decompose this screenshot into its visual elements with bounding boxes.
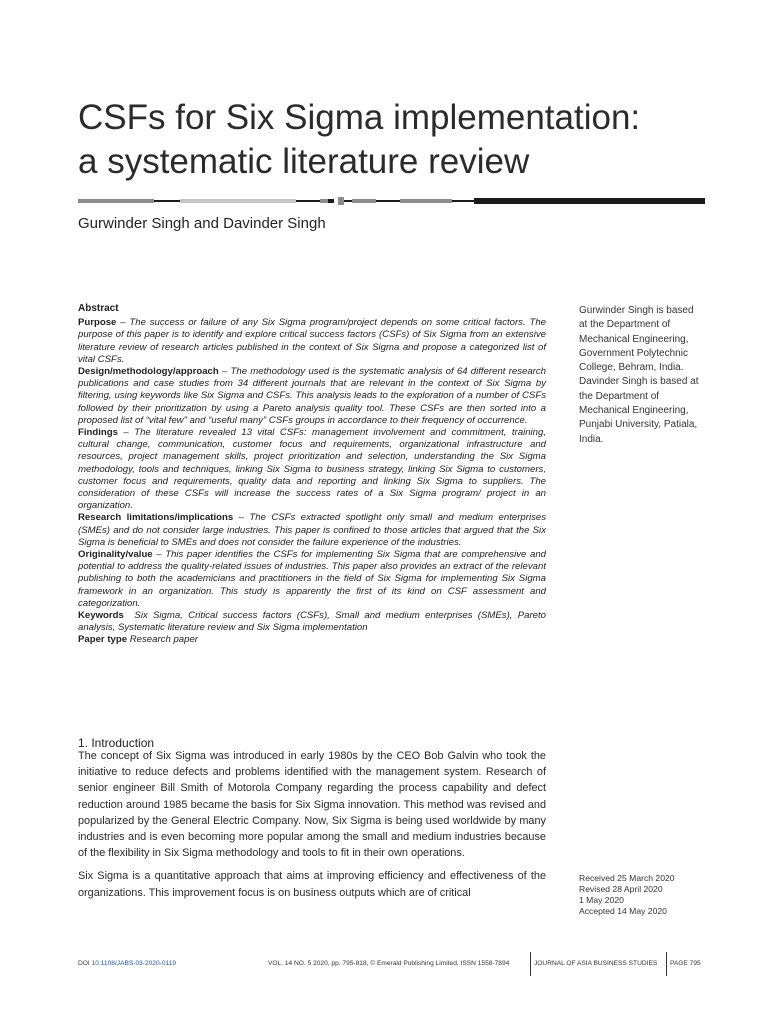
revised-date: Revised 28 April 2020 <box>579 884 663 894</box>
publication-dates <box>579 873 704 917</box>
doi <box>78 960 176 967</box>
rule-segment <box>352 199 376 203</box>
abstract-paper-type <box>78 634 546 646</box>
limitations-label: Research limitations/implications <box>78 512 234 524</box>
rule-segment <box>180 199 296 203</box>
volume-info: VOL. 14 NO. 5 2020, pp. 795-818, © Emerald Publishing Limited, ISSN 1558-7894 <box>268 960 510 967</box>
design-label: Design/methodology/approach <box>78 366 219 378</box>
revised-date-2: 1 May 2020 <box>579 895 624 905</box>
page-number: PAGE 795 <box>670 960 701 967</box>
abstract-block <box>78 303 546 647</box>
paragraph: Six Sigma is a quantitative approach that aims at improving efficiency and effectiveness of the organizations. This improvement focus is on business outputs which are of critical <box>78 870 546 899</box>
doi-link[interactable]: 10.1108/JABS-03-2020-0119 <box>91 960 177 967</box>
paper-type-text: Research paper <box>129 634 198 646</box>
rule-segment <box>376 200 400 202</box>
title-line-2: a systematic literature review <box>78 142 530 181</box>
abstract-purpose: Purpose – The success or failure of any Six Sigma program/project depends on some critical factors. The purpose of this paper is to identify and explore critical success factors (CSFs) of Six Sigma from an extensive literature review of research articles published in the context of Six Sigma and propose a categorized list of vital CSFs. <box>78 317 546 365</box>
page-footer <box>78 952 705 976</box>
author-affiliation-note: Gurwinder Singh is based at the Department of Mechanical Engineering, Government Polytechnic College, Behram, India. Davinder Singh is based at the Department of Mechanical Engineering, Punjabi University, Patiala, India. <box>579 305 699 445</box>
rule-segment <box>328 199 334 203</box>
design-text: The methodology used is the systematic analysis of 64 different research publications and case studies from 34 different journals that are relevant in the context of Six Sigma by filtering, using keywords like Six Sigma and CSFs. This analysis leads to the exploration of a number of CSFs followed by their prioritization by using a Pareto analysis quality tool. These CSFs are then sorted into a proposed list of “vital few” and “useful many” CSFs groups in accordance to their frequency of occurrence. <box>78 366 546 426</box>
doi-prefix: DOI <box>78 960 90 967</box>
purpose-label: Purpose <box>78 317 117 329</box>
paragraph: The concept of Six Sigma was introduced in early 1980s by the CEO Bob Galvin who took the initiative to reduce defects and problems identified with the management system. Research of senior engineer Bill Smith of Motorola Company regarding the process capability and defect reduction around 1985 became the basis for Six Sigma innovation. This method was revised and popularized by the General Electric Company. Now, Six Sigma is being used worldwide by many industries and is even becoming more popular among the small and medium industries because of the flexibility in Six Sigma methodology and tools to fit in their own operations. <box>78 750 546 860</box>
rule-segment <box>474 198 705 204</box>
footer-divider <box>530 952 531 976</box>
abstract-findings: Findings – The literature revealed 13 vital CSFs: management involvement and commitment, training, cultural change, communication, customer focus and requirements, organizational infrastructure and resources, project management skills, project prioritization and selection, understanding the Six Sigma methodology, tools and techniques, linking Six Sigma to business strategy, linking Six Sigma to customers, customer focus and requirements, quality data and reporting and linking Six Sigma to suppliers. The consideration of these CSFs will increase the success rates of a Six Sigma program/ project in an organization. <box>78 427 546 512</box>
abstract-heading: Abstract <box>78 303 119 314</box>
article-title <box>78 96 698 184</box>
rule-segment <box>344 200 352 202</box>
author-line <box>78 215 326 232</box>
rule-segment <box>400 199 452 203</box>
rule-segment <box>296 200 320 202</box>
abstract-design: Design/methodology/approach – The methodology used is the systematic analysis of 64 different research publications and case studies from 34 different journals that are relevant in the context of Six Sigma by filtering, using keywords like Six Sigma and CSFs. This analysis leads to the exploration of a number of CSFs followed by their prioritization by using a Pareto analysis quality tool. These CSFs are then sorted into a proposed list of “vital few” and “useful many” CSFs groups in accordance to their frequency of occurrence. <box>78 366 546 426</box>
received-date: Received 25 March 2020 <box>579 873 675 883</box>
title-line-1: CSFs for Six Sigma implementation: <box>78 98 641 137</box>
keywords-text: Six Sigma, Critical success factors (CSFs), Small and medium enterprises (SMEs), Pareto analysis, Systematic literature review and Six Sigma implementation <box>78 610 546 634</box>
findings-text: The literature revealed 13 vital CSFs: management involvement and commitment, training, cultural change, communication, customer focus and requirements, organizational infrastructure and resources, project management skills, project prioritization and selection, understanding the Six Sigma methodology, tools and techniques, linking Six Sigma to business strategy, linking Six Sigma to customers, customer focus and requirements, quality data and reporting and linking Six Sigma to suppliers. The consideration of these CSFs will increase the success rates of a Six Sigma program/ project in an organization. <box>78 427 546 512</box>
rule-segment <box>154 200 180 202</box>
author-first: Gurwinder Singh <box>78 215 190 232</box>
originality-text: This paper identifies the CSFs for implementing Six Sigma that are comprehensive and potential to address the quality-related issues of industries. This paper also provides an extract of the relevant publishing to both the academicians and practitioners in the field of Six Sigma for implementing Six Sigma framework in an organization. This study is apparently the first of its kind on CSF assessment and categorization. <box>78 549 546 609</box>
abstract-keywords <box>78 610 546 634</box>
findings-label: Findings <box>78 427 118 439</box>
rule-segment <box>452 200 474 202</box>
introduction-body <box>78 748 546 908</box>
abstract-originality: Originality/value – This paper identifies the CSFs for implementing Six Sigma that are comprehensive and potential to address the quality-related issues of industries. This paper also provides an extract of the relevant publishing to both the academicians and practitioners in the field of Six Sigma for implementing Six Sigma framework in an organization. This study is apparently the first of its kind on CSF assessment and categorization. <box>78 549 546 609</box>
journal-name: JOURNAL OF ASIA BUSINESS STUDIES <box>534 960 658 967</box>
limitations-text: The CSFs extracted spotlight only small and medium enterprises (SMEs) and do not consider large industries. This paper is confined to those articles that argued that the Six Sigma is beneficial to SMEs and does not consider the failure experience of the industries. <box>78 512 547 548</box>
rule-segment <box>78 199 154 203</box>
author-second: Davinder Singh <box>223 215 326 232</box>
paper-type-label: Paper type <box>78 634 128 646</box>
keywords-label: Keywords <box>78 610 124 622</box>
author-conjunction: and <box>193 215 219 232</box>
originality-label: Originality/value <box>78 549 153 561</box>
section-heading-introduction: 1. Introduction <box>78 735 155 750</box>
purpose-text: The success or failure of any Six Sigma program/project depends on some critical factors. The purpose of this paper is to identify and explore critical success factors (CSFs) of Six Sigma from an extensive literature review of research articles published in the context of Six Sigma and propose a categorized list of vital CSFs. <box>78 317 546 365</box>
accepted-date: Accepted 14 May 2020 <box>579 906 667 916</box>
rule-segment <box>320 199 328 203</box>
footer-divider <box>666 952 667 976</box>
abstract-limitations: Research limitations/implications – The CSFs extracted spotlight only small and medium enterprises (SMEs) and do not consider large industries. This paper is confined to those articles that argued that the Six Sigma is beneficial to SMEs and does not consider the failure experience of the industries. <box>78 512 547 548</box>
decorative-rule <box>78 197 705 205</box>
